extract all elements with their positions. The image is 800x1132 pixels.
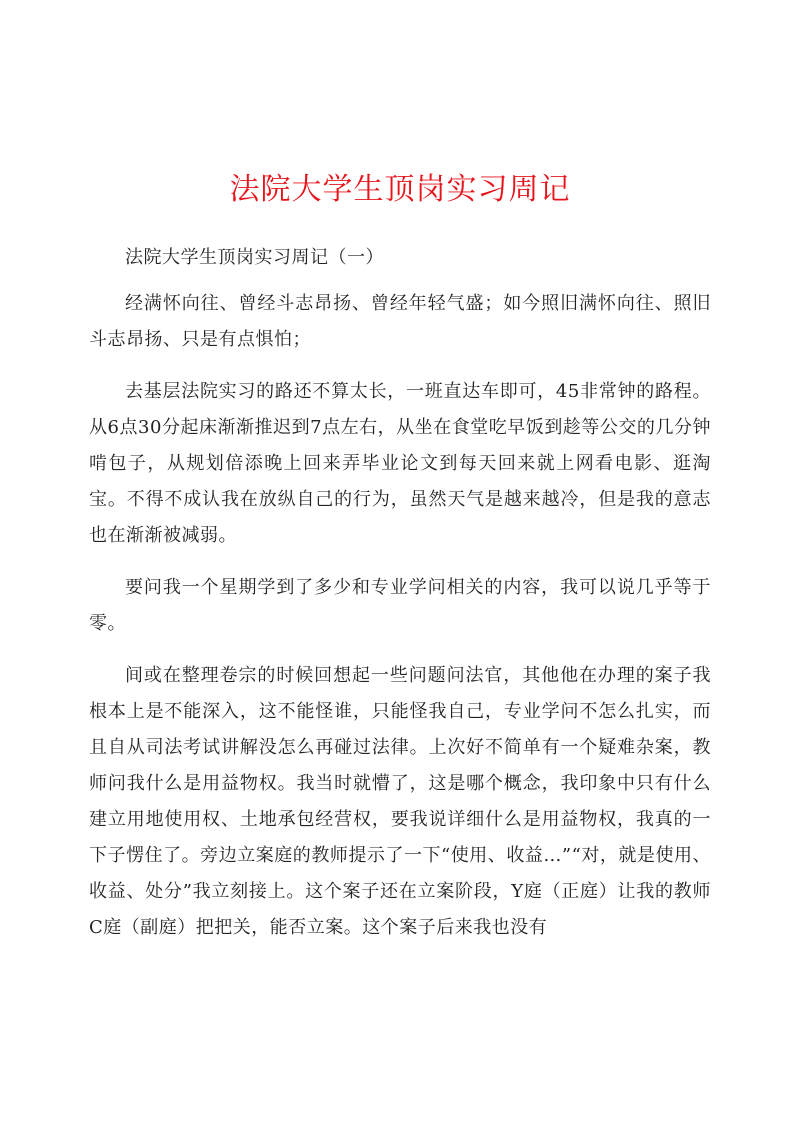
section-subtitle: 法院大学生顶岗实习周记（一） [125, 247, 384, 268]
body-paragraph: 去基层法院实习的路还不算太长，一班直达车即可，45非常钟的路程。从6点30分起床渐渐推迟到7点左右，从坐在食堂吃早饭到趁等公交的几分钟啃包子，从规划倍添晚上回来弄毕业论文到每天回来就上网看电影、逛淘宝。不得不成认我在放纵自己的行为，虽然天气是越来越冷，但是我的意志也在渐渐被减弱。 [89, 381, 711, 546]
body-paragraph: 间或在整理卷宗的时候回想起一些问题问法官，其他他在办理的案子我根本上是不能深入，这不能怪谁，只能怪我自己，专业学问不怎么扎实，而且自从司法考试讲解没怎么再碰过法律。上次好不简单有一个疑难杂案，教师问我什么是用益物权。我当时就懵了，这是哪个概念，我印象中只有什么建立用地使用权、土地承包经营权，要我说详细什么是用益物权，我真的一下子愣住了。旁边立案庭的教师提示了一下“使用、收益…”“对，就是使用、收益、处分”我立刻接上。这个案子还在立案阶段，Y庭（正庭）让我的教师C庭（副庭）把把关，能否立案。这个案子后来我也没有 [89, 665, 711, 938]
document-body [89, 240, 711, 962]
body-paragraph: 要问我一个星期学到了多少和专业学问相关的内容，我可以说几乎等于零。 [89, 577, 711, 634]
body-paragraph: 经满怀向往、曾经斗志昂扬、曾经年轻气盛；如今照旧满怀向往、照旧斗志昂扬、只是有点惧怕； [89, 293, 711, 350]
document-title: 法院大学生顶岗实习周记 [229, 172, 571, 207]
